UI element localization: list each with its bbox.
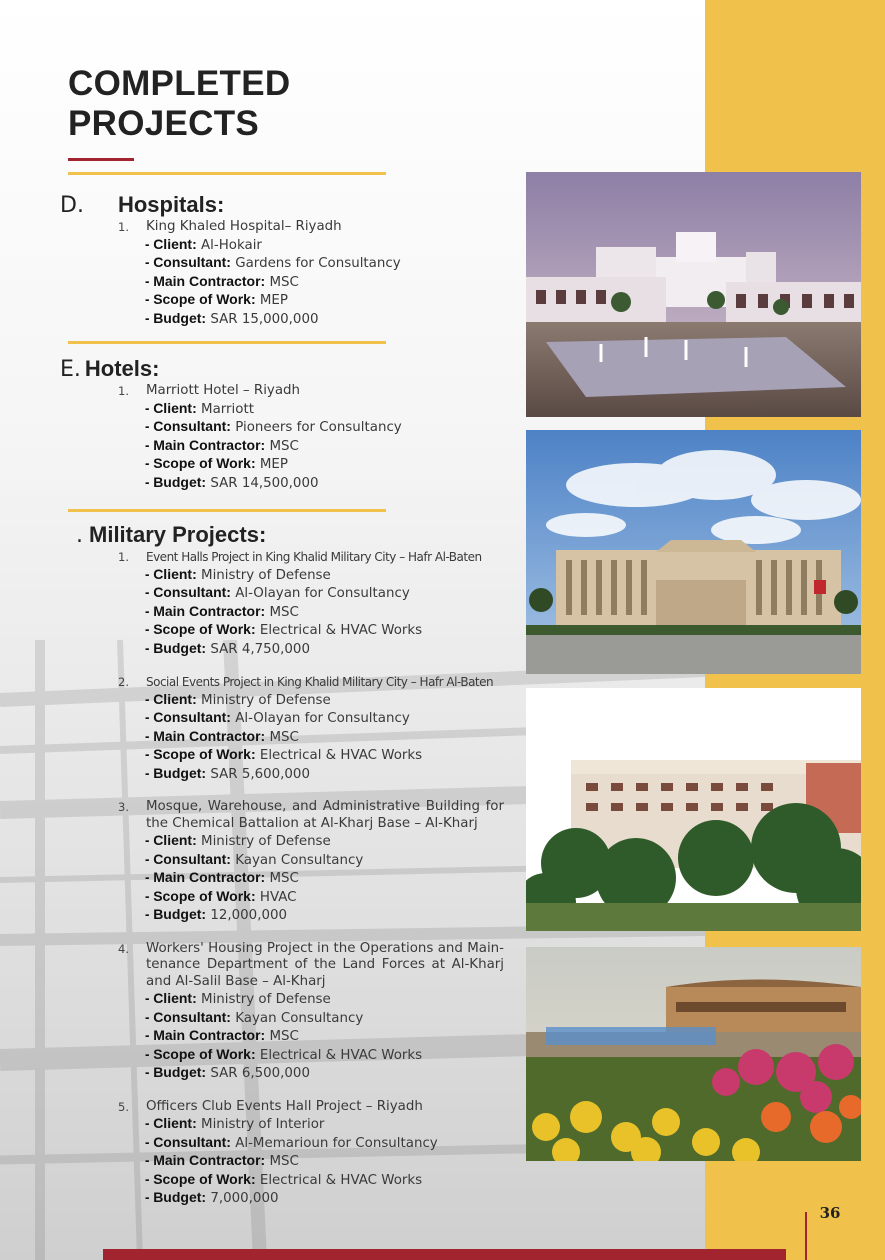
project-contractor: - Main Contractor: MSC bbox=[145, 436, 299, 454]
section-letter: E. bbox=[60, 357, 81, 382]
project-name: Marriott Hotel – Riyadh bbox=[146, 383, 301, 398]
project-client: - Client: Al-Hokair bbox=[145, 235, 262, 253]
project-client: - Client: Ministry of Defense bbox=[145, 990, 331, 1007]
page-title-line-2: PROJECTS bbox=[68, 104, 260, 143]
photo-hospital bbox=[526, 172, 861, 417]
project-consultant: - Consultant: Al-Memarioun for Consultancy bbox=[145, 1133, 438, 1151]
project-name: Social Events Project in King Khalid Military City – Hafr Al-Baten bbox=[146, 675, 494, 689]
project-item bbox=[118, 383, 565, 492]
section-letter: . bbox=[76, 523, 83, 548]
section-hospitals bbox=[60, 192, 565, 328]
project-budget: - Budget: SAR 5,600,000 bbox=[145, 764, 310, 782]
project-client: - Client: Ministry of Defense bbox=[145, 565, 331, 583]
project-consultant: - Consultant: Pioneers for Consultancy bbox=[145, 418, 402, 435]
section-heading bbox=[76, 522, 565, 549]
project-name: Officers Club Events Hall Project – Riyadh bbox=[146, 1098, 423, 1114]
project-item bbox=[118, 219, 565, 328]
project-consultant: - Consultant: Gardens for Consultancy bbox=[145, 254, 401, 271]
project-number: 3. bbox=[118, 800, 129, 814]
project-budget: - Budget: SAR 6,500,000 bbox=[145, 1064, 310, 1081]
project-item bbox=[118, 1099, 565, 1208]
project-client: - Client: Marriott bbox=[145, 399, 254, 417]
project-budget: - Budget: 12,000,000 bbox=[145, 906, 288, 923]
project-contractor: - Main Contractor: MSC bbox=[145, 727, 299, 745]
project-consultant: - Consultant: Kayan Consultancy bbox=[145, 850, 364, 868]
project-number: 1. bbox=[118, 550, 129, 564]
project-budget: - Budget: 7,000,000 bbox=[145, 1189, 279, 1206]
project-item bbox=[118, 799, 565, 925]
project-client: - Client: Ministry of Defense bbox=[145, 832, 331, 849]
project-scope: - Scope of Work: Electrical & HVAC Works bbox=[145, 1045, 423, 1063]
project-consultant: - Consultant: Kayan Consultancy bbox=[145, 1008, 364, 1026]
title-underline bbox=[68, 158, 134, 161]
page-title-line-1: COMPLETED bbox=[68, 64, 291, 103]
page-number: 36 bbox=[819, 1204, 841, 1222]
divider-military bbox=[68, 509, 386, 512]
page-number-rule bbox=[805, 1212, 807, 1260]
project-budget: - Budget: SAR 4,750,000 bbox=[145, 639, 310, 657]
photo-officers-club bbox=[526, 947, 861, 1161]
section-title: Hotels: bbox=[84, 356, 160, 381]
project-name: Workers' Housing Project in the Operations and Main-tenance Department of the Land Forces at Al-Kharj and Al-Salil Base – Al-Kharj bbox=[146, 940, 504, 989]
project-scope: - Scope of Work: MEP bbox=[145, 291, 288, 308]
page-title bbox=[68, 64, 290, 144]
project-number: 4. bbox=[118, 941, 129, 956]
project-item bbox=[118, 549, 565, 658]
project-consultant: - Consultant: Al-Olayan for Consultancy bbox=[145, 709, 410, 726]
section-military bbox=[76, 522, 565, 1208]
project-scope: - Scope of Work: MEP bbox=[145, 455, 288, 472]
section-heading bbox=[60, 192, 565, 219]
section-hotels bbox=[60, 356, 565, 492]
project-contractor: - Main Contractor: MSC bbox=[145, 1027, 299, 1044]
project-consultant: - Consultant: Al-Olayan for Consultancy bbox=[145, 584, 410, 601]
project-number: 1. bbox=[118, 384, 129, 398]
photo-hotel bbox=[526, 430, 861, 674]
project-name: Mosque, Warehouse, and Administrative Building for the Chemical Battalion at Al-Kharj Base – Al-Kharj bbox=[146, 799, 504, 831]
project-name: King Khaled Hospital– Riyadh bbox=[146, 219, 342, 234]
project-client: - Client: Ministry of Interior bbox=[145, 1115, 325, 1132]
project-number: 2. bbox=[118, 675, 129, 689]
project-client: - Client: Ministry of Defense bbox=[145, 690, 331, 708]
project-scope: - Scope of Work: Electrical & HVAC Works bbox=[145, 746, 423, 763]
divider-hospitals bbox=[68, 172, 386, 175]
divider-hotels bbox=[68, 341, 386, 344]
project-contractor: - Main Contractor: MSC bbox=[145, 272, 299, 290]
project-name: Event Halls Project in King Khalid Military City – Hafr Al-Baten bbox=[146, 550, 482, 564]
project-scope: - Scope of Work: Electrical & HVAC Works bbox=[145, 621, 423, 638]
project-budget: - Budget: SAR 15,000,000 bbox=[145, 309, 319, 327]
project-contractor: - Main Contractor: MSC bbox=[145, 1152, 299, 1169]
project-contractor: - Main Contractor: MSC bbox=[145, 602, 299, 620]
section-letter: D. bbox=[60, 193, 84, 218]
project-scope: - Scope of Work: Electrical & HVAC Works bbox=[145, 1170, 423, 1188]
project-number: 5. bbox=[118, 1099, 129, 1114]
project-number: 1. bbox=[118, 220, 129, 234]
project-item bbox=[118, 941, 565, 1083]
project-scope: - Scope of Work: HVAC bbox=[145, 887, 297, 905]
project-budget: - Budget: SAR 14,500,000 bbox=[145, 473, 319, 491]
section-heading bbox=[60, 356, 565, 383]
section-title: Military Projects: bbox=[89, 522, 267, 547]
section-title: Hospitals: bbox=[117, 192, 225, 217]
project-contractor: - Main Contractor: MSC bbox=[145, 869, 299, 886]
photo-housing bbox=[526, 688, 861, 931]
footer-bar bbox=[103, 1249, 786, 1260]
project-item bbox=[118, 674, 565, 783]
